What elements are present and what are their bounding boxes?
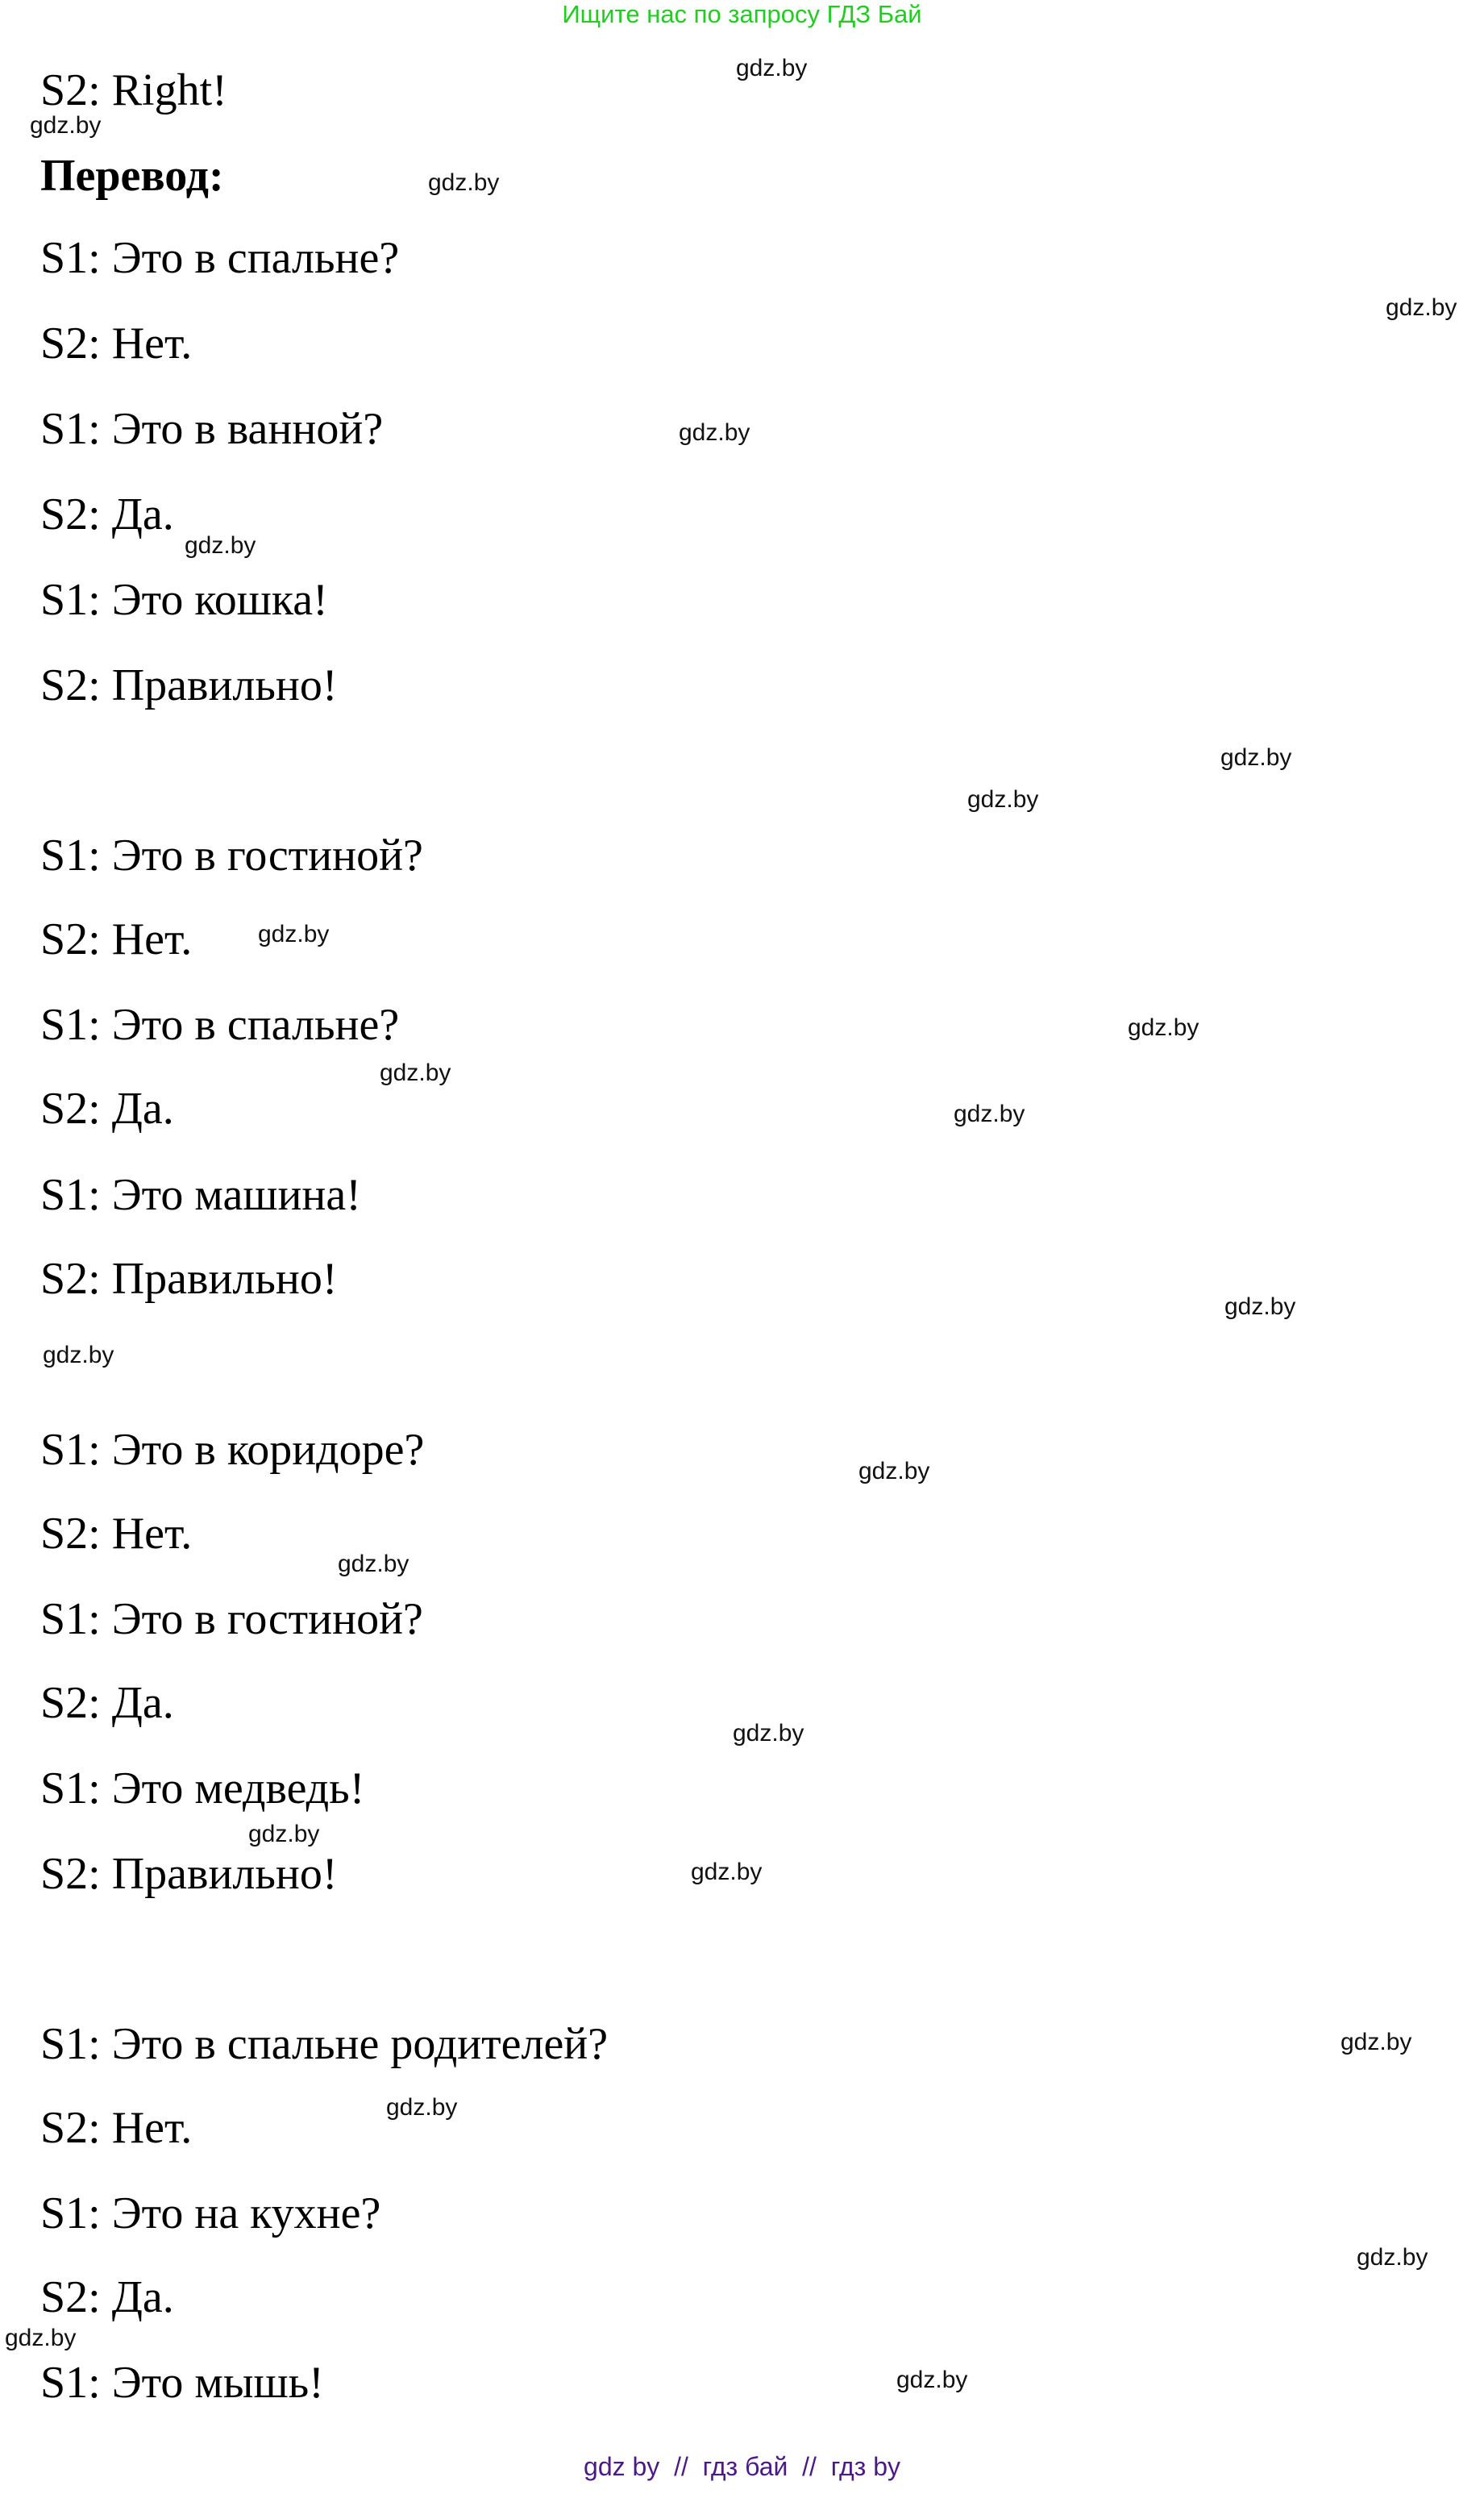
watermark: gdz.by	[1128, 1014, 1199, 1041]
dialogue-line: S1: Это на кухне?	[40, 2188, 381, 2238]
watermark: gdz.by	[43, 1342, 114, 1368]
watermark: gdz.by	[5, 2325, 77, 2351]
dialogue-line: S1: Это в спальне родителей?	[40, 2019, 609, 2069]
dialogue-line: S2: Нет.	[40, 1509, 193, 1559]
watermark: gdz.by	[30, 112, 102, 139]
watermark: gdz.by	[1341, 2029, 1412, 2055]
watermark: gdz.by	[428, 169, 500, 196]
watermark: gdz.by	[736, 55, 808, 81]
watermark: gdz.by	[1386, 294, 1457, 321]
dialogue-line: S1: Это в спальне?	[40, 233, 400, 283]
watermark: gdz.by	[954, 1101, 1025, 1127]
footer-links: gdz by // гдз бай // гдз by	[584, 2452, 900, 2481]
watermark: gdz.by	[185, 532, 256, 559]
watermark: gdz.by	[1220, 744, 1292, 771]
dialogue-line: S2: Нет.	[40, 914, 193, 964]
dialogue-line: S1: Это в гостиной?	[40, 1594, 423, 1644]
dialogue-line: S1: Это мышь!	[40, 2358, 324, 2408]
dialogue-line: S1: Это в спальне?	[40, 1000, 400, 1050]
section-heading: Перевод:	[40, 151, 224, 201]
watermark: gdz.by	[248, 1821, 320, 1847]
watermark: gdz.by	[733, 1720, 804, 1747]
watermark: gdz.by	[967, 786, 1039, 813]
watermark: gdz.by	[691, 1859, 763, 1885]
dialogue-line: S2: Правильно!	[40, 1849, 338, 1899]
dialogue-line: S2: Да.	[40, 1084, 174, 1134]
watermark: gdz.by	[858, 1458, 930, 1484]
search-hint-banner: Ищите нас по запросу ГДЗ Бай	[562, 0, 922, 28]
dialogue-line: S2: Правильно!	[40, 660, 338, 710]
dialogue-line: S2: Да.	[40, 489, 174, 539]
dialogue-line: S1: Это медведь!	[40, 1763, 365, 1813]
watermark: gdz.by	[1357, 2244, 1428, 2271]
dialogue-line: S2: Нет.	[40, 319, 193, 368]
watermark: gdz.by	[338, 1551, 409, 1577]
watermark: gdz.by	[386, 2094, 458, 2121]
dialogue-line: S1: Это машина!	[40, 1170, 361, 1220]
watermark: gdz.by	[896, 2367, 968, 2393]
dialogue-line: S1: Это в ванной?	[40, 404, 384, 454]
dialogue-line: S1: Это в коридоре?	[40, 1425, 425, 1475]
watermark: gdz.by	[380, 1060, 451, 1086]
watermark: gdz.by	[1224, 1293, 1296, 1320]
dialogue-line: S2: Right!	[40, 65, 227, 115]
dialogue-line: S2: Правильно!	[40, 1254, 338, 1304]
dialogue-line: S2: Нет.	[40, 2103, 193, 2153]
dialogue-line: S1: Это кошка!	[40, 575, 328, 625]
dialogue-line: S1: Это в гостиной?	[40, 831, 423, 881]
dialogue-line: S2: Да.	[40, 2272, 174, 2322]
watermark: gdz.by	[258, 921, 330, 947]
dialogue-line: S2: Да.	[40, 1678, 174, 1728]
watermark: gdz.by	[679, 419, 750, 446]
